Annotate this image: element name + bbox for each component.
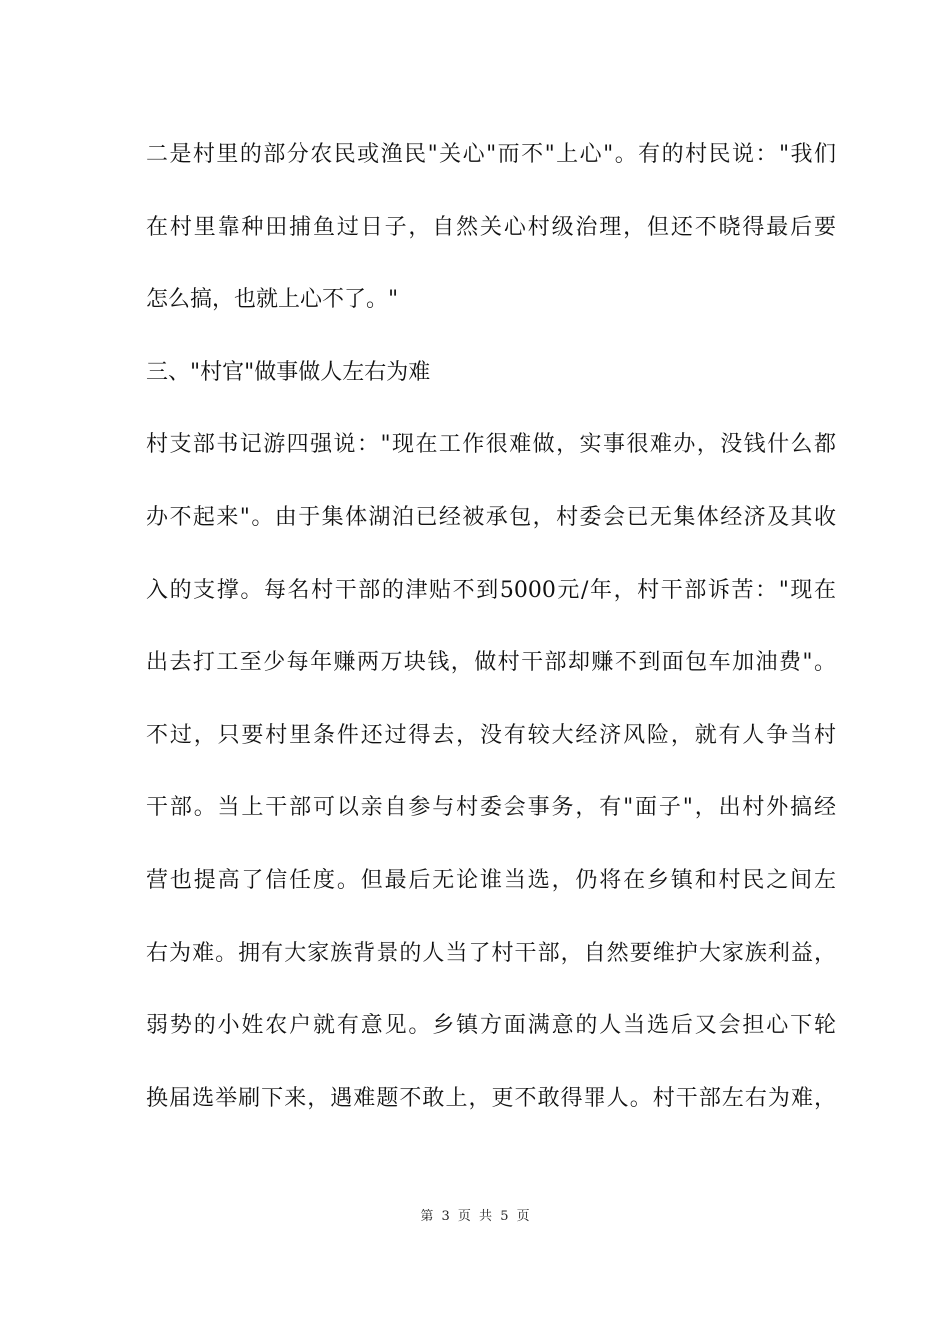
text-line: 怎么搞，也就上心不了。"	[146, 287, 399, 313]
text-line: 办不起来"。由于集体湖泊已经被承包，村委会已无集体经济及其收	[146, 504, 836, 530]
text-line: 出去打工至少每年赚两万块钱，做村干部却赚不到面包车加油费"。	[146, 650, 836, 676]
text-line: 在村里靠种田捕鱼过日子，自然关心村级治理，但还不晓得最后要	[146, 214, 836, 240]
text-line: 干部。当上干部可以亲自参与村委会事务，有"面子"，出村外搞经	[146, 795, 836, 821]
text-line: 换届选举刷下来，遇难题不敢上，更不敢得罪人。村干部左右为难，	[146, 1085, 836, 1111]
body-text	[146, 137, 836, 1153]
text-line: 入的支撑。每名村干部的津贴不到5000元/年，村干部诉苦："现在	[146, 577, 836, 603]
text-line: 弱势的小姓农户就有意见。乡镇方面满意的人当选后又会担心下轮	[146, 1013, 836, 1039]
text-line: 不过，只要村里条件还过得去，没有较大经济风险，就有人争当村	[146, 722, 836, 748]
text-line: 右为难。拥有大家族背景的人当了村干部，自然要维护大家族利益，	[146, 940, 836, 966]
section-heading: 三、"村官"做事做人左右为难	[146, 359, 431, 385]
text-line: 村支部书记游四强说："现在工作很难做，实事很难办，没钱什么都	[146, 432, 836, 458]
page-number: 第 3 页 共 5 页	[420, 1209, 530, 1224]
text-line: 二是村里的部分农民或渔民"关心"而不"上心"。有的村民说："我们	[146, 142, 836, 167]
text-line: 营也提高了信任度。但最后无论谁当选，仍将在乡镇和村民之间左	[146, 867, 836, 893]
